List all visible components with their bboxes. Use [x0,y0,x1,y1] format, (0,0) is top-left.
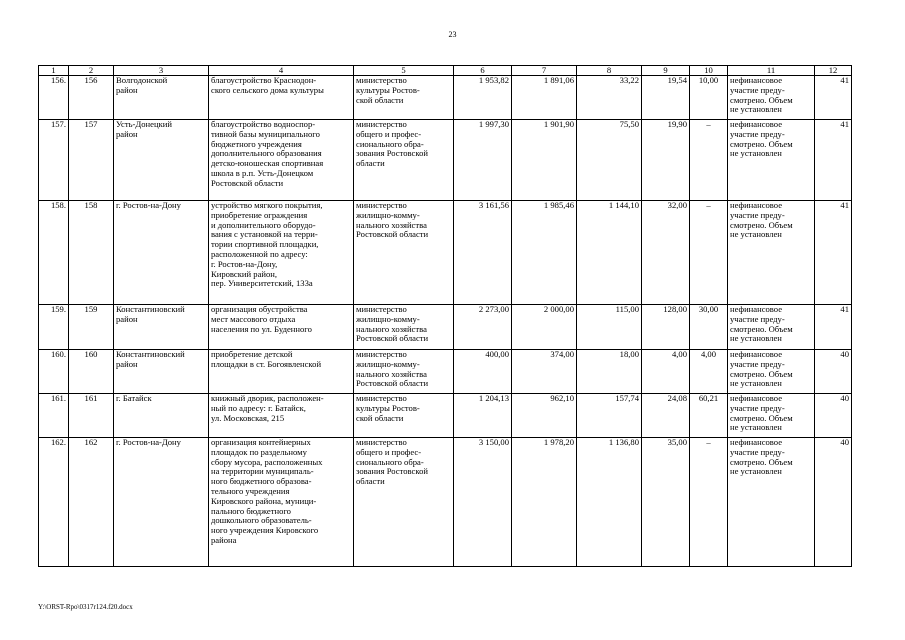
value-col8: 33,22 [577,76,642,120]
object-cell: устройство мягкого покрытия, приобретение ограждения и дополнительного оборудо- вания с установкой на терри- тории спортивной площадки, расположенной по адресу: г. Ростов-на-Дону, Кировский район, пер. Университетский, 133а [209,201,354,305]
col12-cell: 41 [815,305,852,350]
col12-cell: 40 [815,350,852,394]
value-col10: 30,00 [690,305,728,350]
table-row [39,76,852,120]
row-id: 159 [69,305,114,350]
header-cell-7: 7 [512,66,577,76]
table-row [39,120,852,201]
value-col8: 157,74 [577,394,642,438]
column-number-row [39,66,852,76]
value-col9: 128,00 [642,305,690,350]
projects-table [38,65,852,567]
col12-cell: 41 [815,201,852,305]
value-col10: – [690,120,728,201]
table-row [39,350,852,394]
table-row [39,201,852,305]
value-col6: 400,00 [454,350,512,394]
col12-cell: 41 [815,76,852,120]
note-cell: нефинансовое участие преду- смотрено. Объем не установлен [728,305,815,350]
district-cell: Константиновский район [114,350,209,394]
district-cell: Усть-Донецкий район [114,120,209,201]
object-cell: благоустройство Краснодон- ского сельского дома культуры [209,76,354,120]
header-cell-5: 5 [354,66,454,76]
header-cell-6: 6 [454,66,512,76]
row-number: 160. [39,350,69,394]
value-col6: 2 273,00 [454,305,512,350]
row-id: 158 [69,201,114,305]
value-col9: 24,08 [642,394,690,438]
note-cell: нефинансовое участие преду- смотрено. Объем не установлен [728,394,815,438]
district-cell: г. Ростов-на-Дону [114,438,209,567]
value-col10: – [690,201,728,305]
note-cell: нефинансовое участие преду- смотрено. Объем не установлен [728,438,815,567]
object-cell: организация обустройства мест массового отдыха населения по ул. Буденного [209,305,354,350]
value-col6: 1 997,30 [454,120,512,201]
value-col6: 1 204,13 [454,394,512,438]
value-col7: 1 891,06 [512,76,577,120]
col12-cell: 40 [815,438,852,567]
row-id: 161 [69,394,114,438]
table-row [39,305,852,350]
header-cell-2: 2 [69,66,114,76]
ministry-cell: министерство жилищно-комму- нального хозяйства Ростовской области [354,305,454,350]
header-cell-4: 4 [209,66,354,76]
value-col9: 32,00 [642,201,690,305]
file-path-footer: Y:\ORST-Rpo\0317r124.f20.docx [38,603,133,611]
col12-cell: 40 [815,394,852,438]
object-cell: книжный дворик, расположен- ный по адресу: г. Батайск, ул. Московская, 215 [209,394,354,438]
value-col8: 1 144,10 [577,201,642,305]
header-cell-9: 9 [642,66,690,76]
header-cell-10: 10 [690,66,728,76]
ministry-cell: министерство общего и профес- сионального обра- зования Ростовской области [354,120,454,201]
value-col8: 115,00 [577,305,642,350]
value-col6: 3 150,00 [454,438,512,567]
value-col9: 4,00 [642,350,690,394]
table-row [39,438,852,567]
row-number: 159. [39,305,69,350]
value-col7: 1 901,90 [512,120,577,201]
ministry-cell: министерство общего и профес- сионального обра- зования Ростовской области [354,438,454,567]
value-col10: 60,21 [690,394,728,438]
value-col6: 1 953,82 [454,76,512,120]
row-number: 161. [39,394,69,438]
table-row [39,394,852,438]
row-id: 157 [69,120,114,201]
row-number: 156. [39,76,69,120]
row-id: 162 [69,438,114,567]
value-col9: 19,90 [642,120,690,201]
ministry-cell: министерство культуры Ростов- ской области [354,76,454,120]
value-col9: 19,54 [642,76,690,120]
note-cell: нефинансовое участие преду- смотрено. Объем не установлен [728,201,815,305]
row-number: 162. [39,438,69,567]
value-col8: 75,50 [577,120,642,201]
note-cell: нефинансовое участие преду- смотрено. Объем не установлен [728,350,815,394]
value-col10: 4,00 [690,350,728,394]
value-col10: – [690,438,728,567]
district-cell: Волгодонской район [114,76,209,120]
object-cell: приобретение детской площадки в ст. Богоявленской [209,350,354,394]
value-col7: 1 978,20 [512,438,577,567]
district-cell: г. Батайск [114,394,209,438]
value-col7: 962,10 [512,394,577,438]
row-id: 156 [69,76,114,120]
value-col10: 10,00 [690,76,728,120]
header-cell-1: 1 [39,66,69,76]
object-cell: организация контейнерных площадок по раздельному сбору мусора, расположенных на территории муниципаль- ного бюджетного образова- тельного учреждения Кировского района, муници- пального бюджетного дошкольного образователь- ного учреждения Кировского района [209,438,354,567]
note-cell: нефинансовое участие преду- смотрено. Объем не установлен [728,76,815,120]
value-col9: 35,00 [642,438,690,567]
header-cell-8: 8 [577,66,642,76]
page-number: 23 [448,30,457,39]
header-cell-12: 12 [815,66,852,76]
district-cell: г. Ростов-на-Дону [114,201,209,305]
ministry-cell: министерство жилищно-комму- нального хозяйства Ростовской области [354,201,454,305]
value-col6: 3 161,56 [454,201,512,305]
note-cell: нефинансовое участие преду- смотрено. Объем не установлен [728,120,815,201]
row-number: 158. [39,201,69,305]
value-col7: 2 000,00 [512,305,577,350]
ministry-cell: министерство жилищно-комму- нального хозяйства Ростовской области [354,350,454,394]
value-col7: 374,00 [512,350,577,394]
header-cell-3: 3 [114,66,209,76]
ministry-cell: министерство культуры Ростов- ской области [354,394,454,438]
object-cell: благоустройство водноспор- тивной базы муниципального бюджетного учреждения дополнительного образования детско-юношеская спортивная школа в р.п. Усть-Донецком Ростовской области [209,120,354,201]
col12-cell: 41 [815,120,852,201]
row-number: 157. [39,120,69,201]
row-id: 160 [69,350,114,394]
district-cell: Константиновский район [114,305,209,350]
header-cell-11: 11 [728,66,815,76]
value-col8: 18,00 [577,350,642,394]
value-col8: 1 136,80 [577,438,642,567]
value-col7: 1 985,46 [512,201,577,305]
